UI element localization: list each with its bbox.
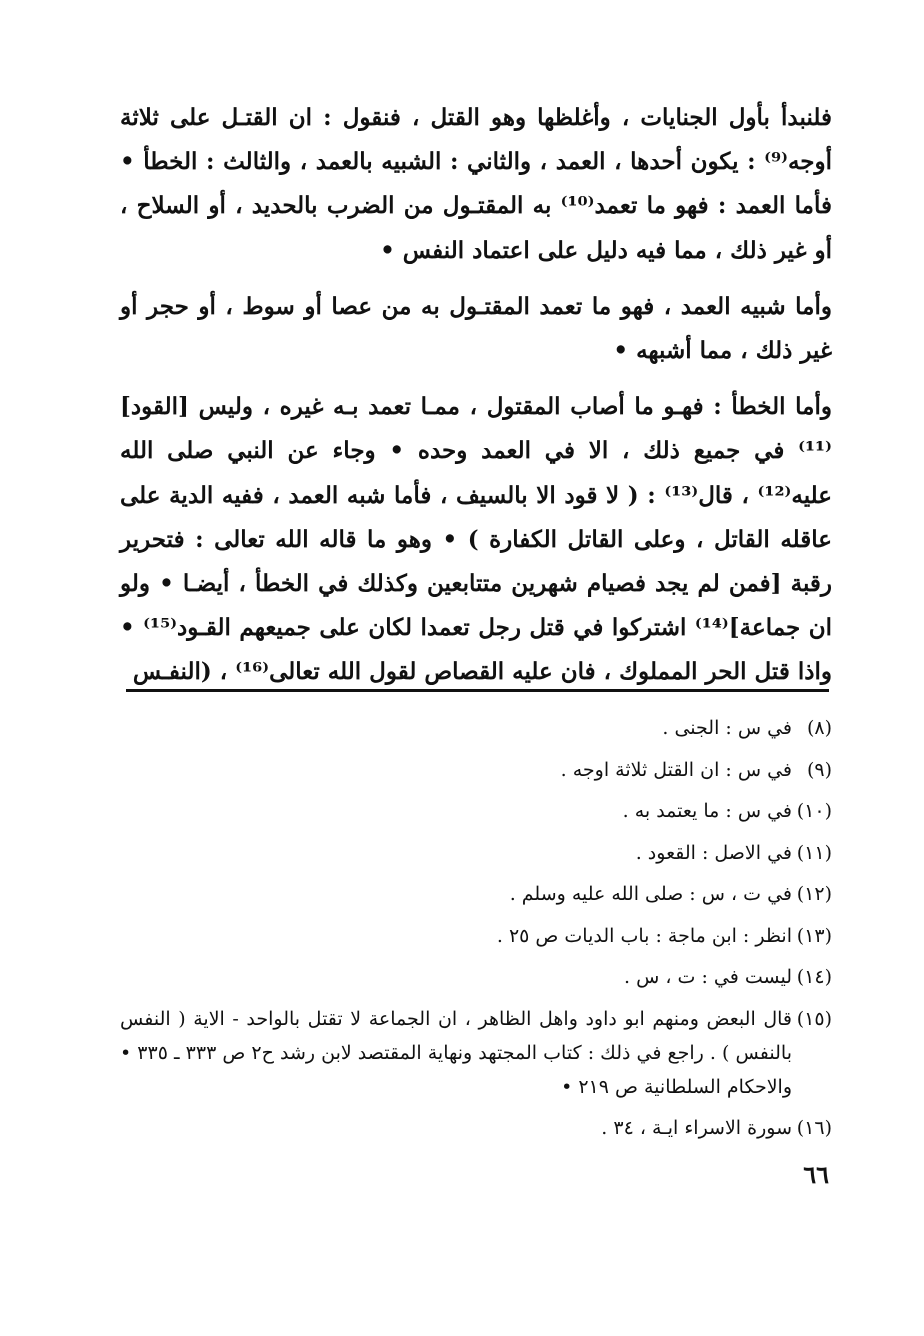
footnote-9 bbox=[120, 750, 832, 792]
footnote-13 bbox=[120, 916, 832, 958]
footnote-15 bbox=[120, 1002, 832, 1104]
footnote-text: قال البعض ومنهم ابو داود واهل الظاهر ، ان الجماعة لا تقتل بالواحد - الاية ( النفس بالنفس ) . راجع في ذلك : كتاب المجتهد ونهاية المقتصد لابن رشد ح٢ ص ٣٣٣ ـ ٣٣٥ • والاحكام السلطانية ص ٢١٩ • bbox=[120, 1007, 792, 1098]
footnote-text: في ت ، س : صلى الله عليه وسلم . bbox=[509, 883, 792, 905]
footnote-8 bbox=[120, 708, 832, 750]
footnote-number: (١٥) bbox=[796, 1007, 832, 1030]
footnote-number: (١٣) bbox=[796, 924, 832, 947]
footnote-number: (١١) bbox=[796, 841, 832, 864]
footnote-11 bbox=[120, 833, 832, 875]
footnote-number: (٨) bbox=[806, 717, 832, 739]
footnote-14 bbox=[120, 957, 832, 999]
footnote-text: سورة الاسراء ايـة ، ٣٤ . bbox=[601, 1116, 792, 1139]
footnote-number: (١٤) bbox=[796, 966, 832, 988]
paragraph-2: وأما شبيه العمد ، فهو ما تعمد المقتـول به من عصا أو سوط ، أو حجر أو غير ذلك ، مما أشبهه • bbox=[120, 292, 832, 365]
footnote-number: (١٠) bbox=[796, 800, 832, 822]
footnote-divider bbox=[126, 689, 829, 692]
footnotes-list bbox=[120, 708, 832, 1149]
footnote-text: في س : الجنى . bbox=[662, 717, 792, 739]
paragraph-1: فلنبدأ بأول الجنايات ، وأغلظها وهو القتل ، فنقول : ان القتـل على ثلاثة أوجه⁽⁹⁾ : يكون أحدها ، العمد ، والثاني : الشبيه بالعمد ، والثالث : الخطأ • فأما العمد : فهو ما تعمد⁽¹⁰⁾ به المقتـول من الضرب بالحديد ، أو السلاح ، أو غير ذلك ، مما فيه دليل على اعتماد النفس • bbox=[120, 104, 833, 264]
footnote-number: (١٢) bbox=[796, 883, 832, 905]
footnote-text: ليست في : ت ، س . bbox=[624, 966, 792, 988]
footnote-number: (٩) bbox=[806, 758, 832, 781]
footnote-16 bbox=[120, 1108, 832, 1150]
footnote-10 bbox=[120, 791, 832, 833]
main-text bbox=[120, 96, 832, 695]
paragraph-3: وأما الخطأ : فهـو ما أصاب المقتول ، ممـا تعمد بـه غيره ، وليس [القود]⁽¹¹⁾ في جميع ذلك ، الا في العمد وحده • وجاء عن النبي صلى الله عليه⁽¹²⁾ ، قال⁽¹³⁾ : ( لا قود الا بالسيف ، فأما شبه العمد ، ففيه الدية على عاقله القاتل ، وعلى القاتل الكفارة ) • وهو ما قاله الله تعالى : فتحرير رقبة [فمن لم يجد فصيام شهرين متتابعين وكذلك في الخطأ ، أيضـا • ولو ان جماعة]⁽¹⁴⁾ اشتركوا في قتل رجل تعمدا لكان على جميعهم القـود⁽¹⁵⁾ • واذا قتل الحر المملوك ، فان عليه القصاص لقول الله تعالى⁽¹⁶⁾ ، (النفـس bbox=[120, 393, 832, 686]
page-number: ٦٦ bbox=[803, 1160, 829, 1189]
footnote-text: في الاصل : القعود . bbox=[635, 841, 792, 864]
footnote-12 bbox=[120, 874, 832, 916]
footnote-number: (١٦) bbox=[796, 1116, 832, 1139]
footnote-text: في س : ان القتل ثلاثة اوجه . bbox=[560, 758, 792, 781]
footnote-text: انظر : ابن ماجة : باب الديات ص ٢٥ . bbox=[496, 924, 792, 947]
footnote-text: في س : ما يعتمد به . bbox=[622, 800, 792, 822]
